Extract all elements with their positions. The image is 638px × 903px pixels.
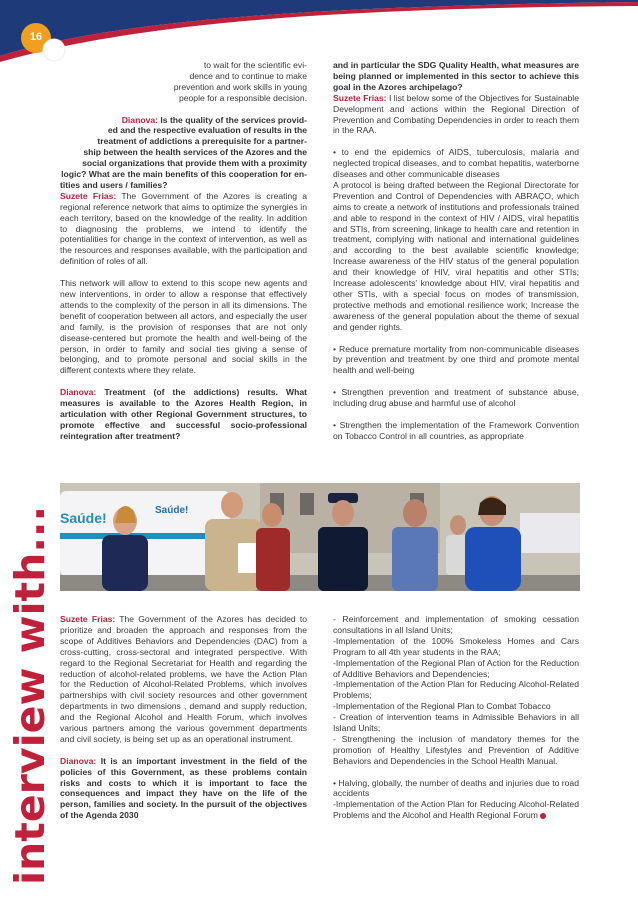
speaker-label: Suzete Frias: — [60, 614, 116, 624]
bullet-item: • Reduce premature mortality from non-communicable diseases by prevention and treatment by one third and promote mental health and well-being — [333, 343, 579, 376]
bullet-detail: A protocol is being drafted between the Regional Directorate for Prevention and Control of Dependencies with ABRAÇO, which aims to create a network of institutions and professionals trained and able to respond in the context of HIV / AIDS, viral hepatitis and STIs, from screening, linkage to health care and retention in treatment, complying with national and international guidelines and according to the best available scientific knowledge; Increase awareness of the HIV status of the general population and their knowledge of HIV, viral hepatitis and other STIs; Increase adolescents' knowledge about HIV, viral hepatitis and other STIs, with a special focus on modes of transmission, protective methods and emotional resilience work; Increase the awareness of the general population about the theme of sexual and gender rights. — [333, 179, 579, 332]
window — [300, 493, 314, 515]
list-line: - Creation of intervention teams in Admissible Behaviors in all Island Units; — [333, 712, 579, 734]
question-continuation: and in particular the SDG Quality Health, what measures are being planned or implemented in this sector to achieve this goal in the Azores archipelago? — [333, 60, 579, 92]
speaker-label: Suzete Frias: — [333, 92, 387, 103]
intro-text — [60, 60, 307, 104]
van — [520, 513, 580, 553]
column-d — [333, 614, 579, 821]
intro-line: dence and to continue to make — [189, 70, 307, 81]
question-text: It is an important investment in the field of the policies of this Government, as these problems contain risks and costs to which it is important to face the consequences and impact they have on the life of the person, families and society. In the pursuit of the objectives of the Agenda 2030 — [60, 755, 307, 821]
end-mark-icon — [540, 813, 546, 819]
group-photo — [60, 483, 580, 591]
list-line: - Reinforcement and implementation of smoking cessation consultations in all Island Units; — [333, 614, 579, 635]
speaker-label: Dianova: — [121, 114, 158, 125]
intro-line: prevention and work skills in young — [173, 81, 307, 92]
intro-line: to wait for the scientific evi- — [203, 60, 307, 70]
page-number: 16 — [29, 31, 43, 43]
list-line: -Implementation of the Regional Plan to Combat Tobacco — [333, 701, 551, 712]
question-line: Is the quality of the services provid- — [158, 114, 307, 125]
bullet-detail-text: -Implementation of the Action Plan for Reducing Alcohol-Related Problems and the Alcohol and Health Regional Forum — [333, 799, 579, 821]
list-line: - Strengthening the inclusion of mandatory themes for the promotion of Healthy Lifestyles and Prevention of Additive Behaviors and Dependencies in the School Health Manual. — [333, 733, 579, 766]
intro-line: people for a responsible decision. — [178, 92, 307, 103]
white-circle — [43, 39, 65, 61]
answer-1 — [60, 191, 307, 267]
answer-text: I list below some of the Objectives for Sustainable Development and actions within the Regional Direction of Prevention and Combating Dependencies in order to reach them in the RAA. — [333, 92, 579, 136]
question-line: tities and users / families? — [60, 179, 168, 190]
section-title: interview with... — [6, 505, 54, 885]
question-1 — [60, 115, 307, 191]
column-a — [60, 60, 307, 453]
answer-paragraph: This network will allow to extend to this scope new agents and new interventions, in order to allow a response that effectively attends to the complexity of the person in all its dimensions. The benefit of cooperation between all actors, and especially the user and family, is the provision of responses that are not only disease-centered but promote the health and well-being of the person, in order to family and social ties giving a sense of belonging, and to promote personal and social skills in the different contexts where they relate. — [60, 278, 307, 376]
list-line: -Implementation of the Action Plan for Reducing Alcohol-Related Problems; — [333, 679, 579, 701]
speaker-label: Dianova: — [60, 755, 97, 766]
bullet-item: • Halving, globally, the number of deaths and injuries due to road accidents — [333, 777, 579, 799]
list-line: -Implementation of the Regional Plan of Action for the Reduction of Additive Behaviors and Dependencies; — [333, 657, 579, 679]
question-line: social organizations that provide them with a proximity — [82, 158, 307, 169]
question-line: logic? What are the main benefits of this cooperation for en- — [61, 169, 307, 180]
navy-swoosh — [0, 0, 638, 56]
question — [60, 756, 307, 821]
bus-text-small: Saúde! — [155, 505, 189, 516]
speaker-label: Dianova: — [60, 387, 97, 398]
bullet-item: • to end the epidemics of AIDS, tuberculosis, malaria and neglected tropical diseases, and to combat hepatitis, waterborne diseases and other communicable diseases — [333, 147, 579, 180]
question-text: Treatment (of the addictions) results. What measures is available to the Azores Health Region, in articulation with other Regional Government structures, to promote effective and successful socio-professional reintegration after treatment? — [60, 387, 307, 441]
answer — [333, 93, 579, 137]
bus-text: Saúde! — [60, 510, 107, 526]
speaker-label: Suzete Frias: — [60, 190, 117, 201]
bullet-item: • Strengthen prevention and treatment of substance abuse, including drug abuse and harmful use of alcohol — [333, 387, 579, 409]
answer — [60, 614, 307, 745]
bullet-detail — [333, 799, 579, 821]
answer-text: The Government of the Azores is creating a regional reference network that aims to optimize the synergies in each territory, based on the knowledge of the reality. In addition to diagnosing the problems, we intend to identify the potentialities for change in the context of intervention, as well as the resources and responses available, with the participation and definition of roles of all. — [60, 190, 307, 267]
question-line: ship between the health services of the Azores and the — [83, 147, 307, 158]
question-line: ed and the respective evaluation of results in the — [107, 125, 307, 136]
question-2 — [60, 387, 307, 442]
bullet-item: • Strengthen the implementation of the Framework Convention on Tobacco Control in all countries, as appropriate — [333, 419, 579, 441]
column-b — [333, 60, 579, 453]
answer-text: The Government of the Azores has decided to prioritize and broaden the approach and responses from the scope of Additives Behaviors and Dependencies (DAC) from a cross-cutting, cross-sectoral and integrated perspective. With regard to the Regional Secretariat for Health and regarding the reduction of alcohol-related problems, we have the Action Plan for the Reduction of Alcohol-Related Problems, which involves partnerships with civil society resources and other government departments in two dimensions , demand and supply reduction, and the Regional Alcohol and Health Forum, which involves various partners among the various government departments and civil society, is being set up as an operational instrument. — [60, 614, 307, 744]
column-c — [60, 614, 307, 832]
question-line: treatment of addictions a prerequisite for a partner- — [97, 136, 307, 147]
list-line: -Implementation of the 100% Smokeless Homes and Cars Program to all 4th year students in the RAA; — [333, 635, 579, 657]
